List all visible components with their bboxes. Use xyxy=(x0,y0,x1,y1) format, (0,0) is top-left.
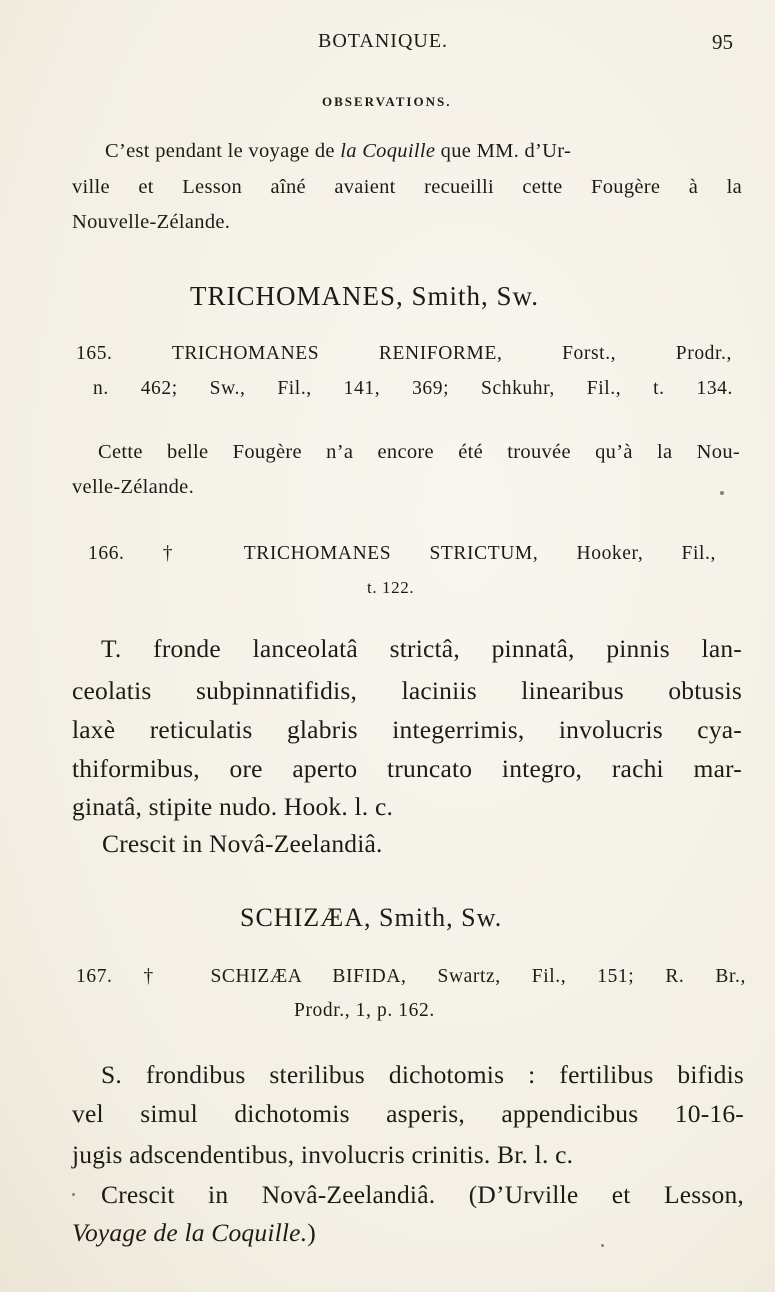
description-166-line-6: Crescit in Novâ-Zeelandiâ. xyxy=(102,829,383,858)
observations-line-3: Nouvelle-Zélande. xyxy=(72,211,231,233)
species-166-line-2: t. 122. xyxy=(367,578,415,597)
species-166-line-1: 166. † TRICHOMANES STRICTUM, Hooker, Fil., xyxy=(88,543,716,564)
ink-speck xyxy=(72,1193,75,1196)
genus-heading-trichomanes: TRICHOMANES, Smith, Sw. xyxy=(190,281,540,311)
observations-line-1-end: que MM. d’Ur- xyxy=(435,140,572,162)
genus-heading-schizaea: SCHIZÆA, Smith, Sw. xyxy=(240,903,503,932)
species-167-line-1: 167. † SCHIZÆA BIFIDA, Swartz, Fil., 151; R. Br., xyxy=(76,966,746,987)
description-167-line-5 xyxy=(72,1218,316,1248)
observations-line-2: ville et Lesson aîné avaient recueilli cette Fougère à la xyxy=(72,176,742,198)
ink-speck xyxy=(601,1244,604,1247)
observations-heading: OBSERVATIONS. xyxy=(322,94,452,109)
closing-parenthesis: ) xyxy=(307,1218,316,1247)
description-166-line-4: thiformibus, ore aperto truncato integro, rachi mar- xyxy=(72,754,742,783)
ship-name-italic: la Coquille xyxy=(340,140,436,162)
note-165-line-2: velle-Zélande. xyxy=(72,476,195,498)
description-167-line-1: S. frondibus sterilibus dichotomis : fertilibus bifidis xyxy=(101,1060,744,1089)
page-number: 95 xyxy=(712,30,733,54)
description-166-line-3: laxè reticulatis glabris integerrimis, involucris cya- xyxy=(72,715,742,744)
species-167-line-2: Prodr., 1, p. 162. xyxy=(294,1000,435,1021)
species-165-line-2: n. 462; Sw., Fil., 141, 369; Schkuhr, Fil., t. 134. xyxy=(93,378,733,399)
observations-line-1-text: C’est pendant le voyage de xyxy=(105,140,341,162)
description-166-line-1: T. fronde lanceolatâ strictâ, pinnatâ, pinnis lan- xyxy=(101,634,742,663)
description-166-line-2: ceolatis subpinnatifidis, laciniis linearibus obtusis xyxy=(72,676,742,705)
ink-speck xyxy=(720,491,724,495)
running-head: BOTANIQUE. xyxy=(318,30,449,52)
description-167-line-3: jugis adscendentibus, involucris crinitis. Br. l. c. xyxy=(72,1140,574,1169)
note-165-line-1: Cette belle Fougère n’a encore été trouvée qu’à la Nou- xyxy=(98,441,740,463)
description-167-line-4: Crescit in Novâ-Zeelandiâ. (D’Urville et Lesson, xyxy=(101,1180,744,1209)
voyage-title-italic: Voyage de la Coquille. xyxy=(72,1218,308,1247)
description-166-line-5: ginatâ, stipite nudo. Hook. l. c. xyxy=(72,792,394,821)
species-165-line-1: 165. TRICHOMANES RENIFORME, Forst., Prodr., xyxy=(76,343,732,364)
description-167-line-2: vel simul dichotomis asperis, appendicibus 10-16- xyxy=(72,1099,744,1128)
observations-line-1 xyxy=(105,140,571,163)
